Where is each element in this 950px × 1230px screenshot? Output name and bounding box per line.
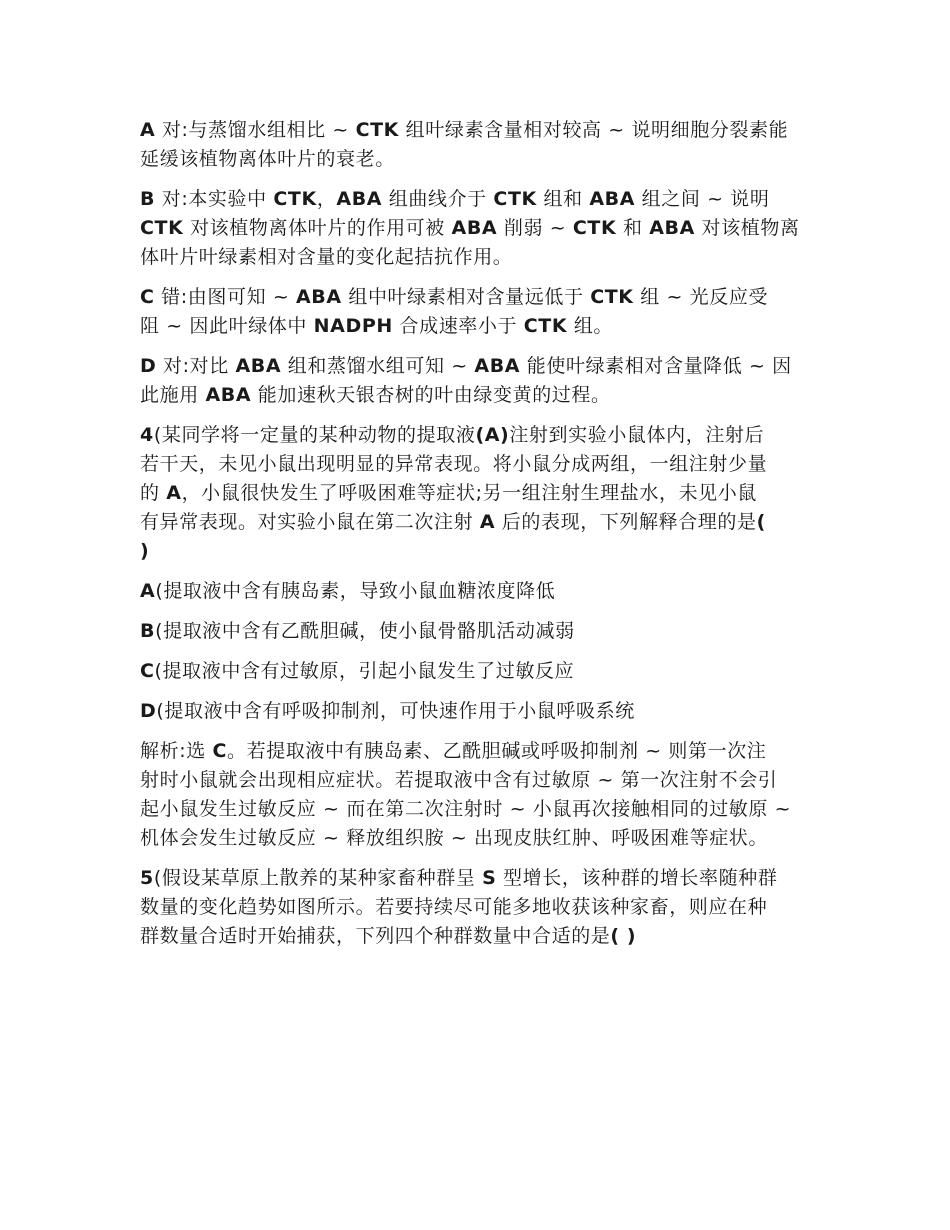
text-run: 有异常表现。对实验小鼠在第二次注射 <box>140 511 480 533</box>
text-run: (提取液中含有乙酰胆碱，使小鼠骨骼肌活动减弱 <box>155 620 575 642</box>
text-run: 群数量合适时开始捕获，下列四个种群数量中合适的是 <box>140 925 611 947</box>
paragraph <box>140 185 820 272</box>
text-run: 组 ~ 光反应受 <box>633 286 769 308</box>
bold-text-run: B <box>140 620 156 642</box>
text-run: (提取液中含有呼吸抑制剂，可快速作用于小鼠呼吸系统 <box>156 700 635 722</box>
text-line <box>140 577 820 606</box>
bold-text-run: A <box>479 511 496 533</box>
text-run: 。若提取液中有胰岛素、乙酰胆碱或呼吸抑制剂 ~ 则第一次注 <box>227 740 767 762</box>
text-run: (某同学将一定量的某种动物的提取液 <box>153 424 476 446</box>
bold-text-run: A <box>140 119 156 141</box>
bold-text-run: CTK <box>355 119 399 141</box>
text-line <box>140 479 820 508</box>
text-run: 组中叶绿素相对含量远低于 <box>341 286 591 308</box>
text-run: 组之间 ~ 说明 <box>635 188 770 210</box>
text-line <box>140 893 820 922</box>
text-run: 延缓该植物离体叶片的衰老。 <box>140 148 395 170</box>
text-run: 后的表现，下列解释合理的是 <box>495 511 757 533</box>
text-run: 组和蒸馏水组可知 ~ <box>281 355 475 377</box>
text-run: 能加速秋天银杏树的叶由绿变黄的过程。 <box>251 384 611 406</box>
text-run: 对:本实验中 <box>155 188 274 210</box>
paragraph <box>140 421 820 566</box>
bold-text-run: ) <box>140 540 150 562</box>
bold-text-run: D <box>140 700 157 722</box>
text-line <box>140 185 820 214</box>
bold-text-run: CTK <box>140 217 184 239</box>
text-line <box>140 116 820 145</box>
text-run: 对:与蒸馏水组相比 ~ <box>155 119 356 141</box>
paragraph <box>140 352 820 410</box>
bold-text-run: ( ) <box>610 925 637 947</box>
text-run: 数量的变化趋势如图所示。若要持续尽可能多地收获该种家畜，则应在种 <box>140 896 768 918</box>
bold-text-run: CTK <box>523 315 568 337</box>
bold-text-run: ABA <box>474 355 521 377</box>
text-run: 射时小鼠就会出现相应症状。若提取液中含有过敏原 ~ 第一次注射不会引 <box>140 769 778 791</box>
text-run: 组叶绿素含量相对较高 ~ 说明细胞分裂素能 <box>399 119 789 141</box>
text-line <box>140 145 820 174</box>
document-page <box>140 116 820 962</box>
text-run: 错:由图可知 ~ <box>154 286 296 308</box>
text-run: 对该植物离 <box>694 217 800 239</box>
text-line <box>140 243 820 272</box>
text-line <box>140 214 820 243</box>
paragraph <box>140 577 820 606</box>
paragraph <box>140 657 820 686</box>
text-run: (提取液中含有胰岛素，导致小鼠血糖浓度降低 <box>155 580 556 602</box>
paragraph <box>140 617 820 646</box>
text-run: 对:对比 <box>156 355 236 377</box>
bold-text-run: A <box>166 482 182 504</box>
bold-text-run: ABA <box>205 384 252 406</box>
bold-text-run: ABA <box>451 217 498 239</box>
text-run: 注射到实验小鼠体内，注射后 <box>509 424 765 446</box>
bold-text-run: C <box>140 286 155 308</box>
bold-text-run: C <box>212 740 227 762</box>
text-run: 的 <box>140 482 167 504</box>
text-run: 此施用 <box>140 384 206 406</box>
paragraph <box>140 116 820 174</box>
bold-text-run: D <box>140 355 157 377</box>
text-run: 型增长，该种群的增长率随种群 <box>496 867 778 889</box>
text-run: 机体会发生过敏反应 ~ 释放组织胺 ~ 出现皮肤红肿、呼吸困难等症状。 <box>140 827 768 849</box>
text-line <box>140 922 820 951</box>
paragraph <box>140 697 820 726</box>
text-run: ， <box>316 188 337 210</box>
text-line <box>140 352 820 381</box>
text-line <box>140 381 820 410</box>
bold-text-run: B <box>140 188 156 210</box>
text-line <box>140 766 820 795</box>
text-run: 和 <box>616 217 650 239</box>
text-line <box>140 737 820 766</box>
text-run: (假设某草原上散养的某种家畜种群呈 <box>153 867 483 889</box>
text-run: (提取液中含有过敏原，引起小鼠发生了过敏反应 <box>154 660 575 682</box>
text-line <box>140 537 820 566</box>
bold-text-run: (A) <box>475 424 510 446</box>
text-run: 若干天，未见小鼠出现明显的异常表现。将小鼠分成两组，一组注射少量 <box>140 453 768 475</box>
bold-text-run: ABA <box>336 188 383 210</box>
text-run: 组曲线介于 <box>382 188 494 210</box>
text-line <box>140 617 820 646</box>
text-run: 削弱 ~ <box>497 217 573 239</box>
bold-text-run: S <box>482 867 497 889</box>
text-run: 阻 ~ 因此叶绿体中 <box>140 315 314 337</box>
paragraph <box>140 283 820 341</box>
text-run: 组和 <box>536 188 590 210</box>
bold-text-run: NADPH <box>313 315 393 337</box>
text-line <box>140 421 820 450</box>
bold-text-run: A <box>140 580 156 602</box>
bold-text-run: ( <box>756 511 766 533</box>
bold-text-run: ABA <box>296 286 342 308</box>
text-line <box>140 864 820 893</box>
text-line <box>140 450 820 479</box>
text-run: ，小鼠很快发生了呼吸困难等症状;另一组注射生理盐水，未见小鼠 <box>181 482 757 504</box>
text-run: 组。 <box>567 315 614 337</box>
text-run: 体叶片叶绿素相对含量的变化起拮抗作用。 <box>140 246 513 268</box>
text-run: 对该植物离体叶片的作用可被 <box>183 217 452 239</box>
text-run: 解析:选 <box>140 740 213 762</box>
bold-text-run: 5 <box>140 867 154 889</box>
text-line <box>140 312 820 341</box>
bold-text-run: ABA <box>589 188 636 210</box>
text-line <box>140 283 820 312</box>
bold-text-run: ABA <box>235 355 282 377</box>
text-line <box>140 657 820 686</box>
text-run: 能使叶绿素相对含量降低 ~ 因 <box>520 355 792 377</box>
text-line <box>140 824 820 853</box>
text-run: 合成速率小于 <box>392 315 524 337</box>
bold-text-run: CTK <box>273 188 317 210</box>
bold-text-run: 4 <box>140 424 154 446</box>
text-line <box>140 508 820 537</box>
bold-text-run: CTK <box>493 188 537 210</box>
text-line <box>140 697 820 726</box>
bold-text-run: C <box>140 660 155 682</box>
bold-text-run: CTK <box>590 286 634 308</box>
bold-text-run: ABA <box>649 217 695 239</box>
bold-text-run: CTK <box>572 217 617 239</box>
text-line <box>140 795 820 824</box>
paragraph <box>140 864 820 951</box>
paragraph <box>140 737 820 853</box>
text-run: 起小鼠发生过敏反应 ~ 而在第二次注射时 ~ 小鼠再次接触相同的过敏原 ~ <box>140 798 792 820</box>
